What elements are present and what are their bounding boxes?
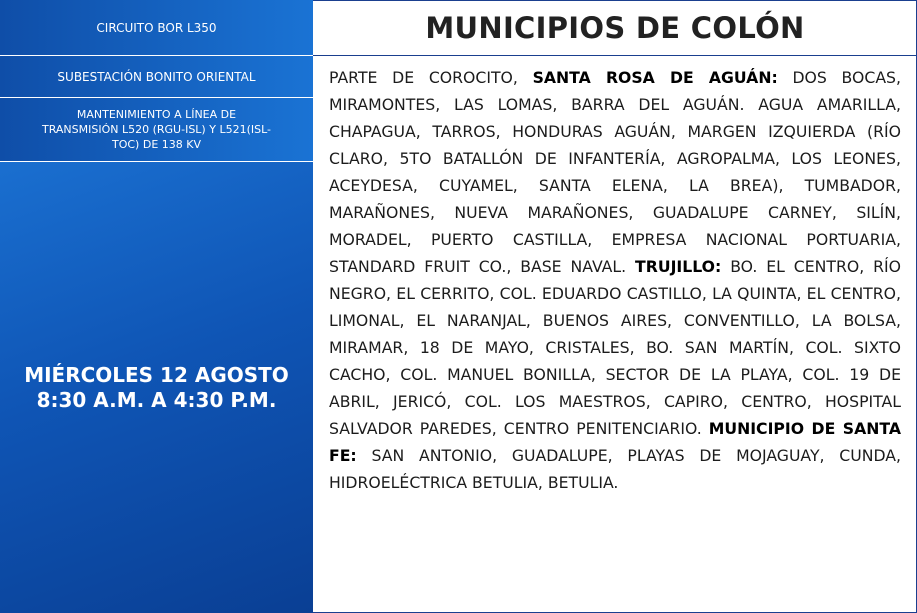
label-trujillo: TRUJILLO: (635, 257, 722, 276)
schedule-time: 8:30 A.M. A 4:30 P.M. (36, 387, 277, 412)
maintenance-text: MANTENIMIENTO A LÍNEA DE TRANSMISIÓN L520 (RGU-ISL) Y L521(ISL-TOC) DE 138 KV (41, 108, 271, 151)
circuit-label (0, 0, 313, 56)
right-panel (313, 0, 917, 613)
affected-areas-text (329, 64, 901, 496)
substation-text: SUBESTACIÓN BONITO ORIENTAL (57, 69, 256, 84)
text-segment-2: DOS BOCAS, MIRAMONTES, LAS LOMAS, BARRA DEL AGUÁN. AGUA AMARILLA, CHAPAGUA, TARROS, HONDURAS AGUÁN, MARGEN IZQUIERDA (RÍO CLARO, 5TO BATALLÓN DE INFANTERÍA, AGROPALMA, LOS LEONES, ACEYDESA, CUYAMEL, SANTA ELENA, LA BREA), TUMBADOR, MARAÑONES, NUEVA MARAÑONES, GUADALUPE CARNEY, SILÍN, MORADEL, PUERTO CASTILLA, EMPRESA NACIONAL PORTUARIA, STANDARD FRUIT CO., BASE NAVAL. (329, 68, 901, 276)
circuit-text: CIRCUITO BOR L350 (96, 20, 217, 35)
text-segment-3: BO. EL CENTRO, RÍO NEGRO, EL CERRITO, COL. EDUARDO CASTILLO, LA QUINTA, EL CENTRO, LIMONAL, EL NARANJAL, BUENOS AIRES, CONVENTILLO, LA BOLSA, MIRAMAR, 18 DE MAYO, CRISTALES, BO. SAN MARTÍN, COL. SIXTO CACHO, COL. MANUEL BONILLA, SECTOR DE LA PLAYA, COL. 19 DE ABRIL, JERICÓ, COL. LOS MAESTROS, CAPIRO, CENTRO, HOSPITAL SALVADOR PAREDES, CENTRO PENITENCIARIO. (329, 257, 901, 438)
text-segment-1: PARTE DE COROCITO, (329, 68, 533, 87)
maintenance-label (0, 98, 313, 162)
substation-label (0, 56, 313, 98)
schedule-box (0, 162, 313, 613)
schedule-date: MIÉRCOLES 12 AGOSTO (24, 362, 289, 387)
label-santa-fe: MUNICIPIO DE SANTA FE: (329, 419, 901, 465)
label-santa-rosa: SANTA ROSA DE AGUÁN: (532, 68, 778, 87)
text-segment-4: SAN ANTONIO, GUADALUPE, PLAYAS DE MOJAGUAY, CUNDA, HIDROELÉCTRICA BETULIA, BETULIA. (329, 446, 901, 492)
left-panel (0, 0, 313, 613)
page-title: MUNICIPIOS DE COLÓN (313, 0, 917, 56)
